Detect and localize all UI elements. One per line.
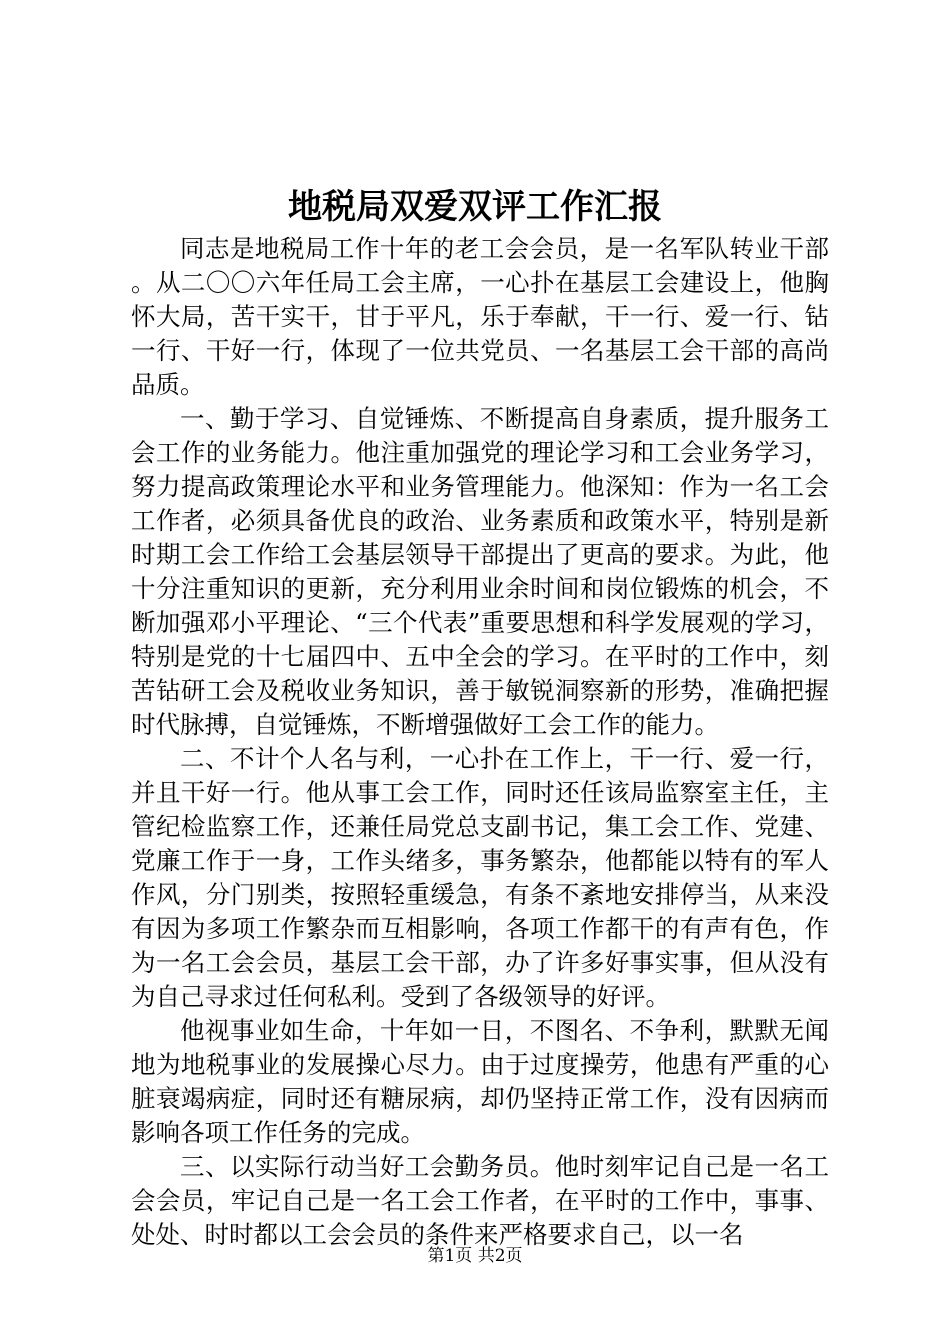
document-body bbox=[131, 232, 829, 1252]
page-footer: 第1页 共2页 bbox=[427, 1246, 523, 1266]
paragraph-section-two: 二、不计个人名与利，一心扑在工作上，干一行、爱一行，并且干好一行。他从事工会工作，同时还任该局监察室主任，主管纪检监察工作，还兼任局党总支副书记，集工会工作、党建、党廉工作于一身，工作头绪多，事务繁杂，他都能以特有的军人作风，分门别类，按照轻重缓急，有条不紊地安排停当，从来没有因为多项工作繁杂而互相影响，各项工作都干的有声有色，作为一名工会会员，基层工会干部，办了许多好事实事，但从没有为自己寻求过任何私利。受到了各级领导的好评。 bbox=[131, 744, 829, 1011]
paragraph-intro: 同志是地税局工作十年的老工会会员，是一名军队转业干部。从二〇〇六年任局工会主席，一心扑在基层工会建设上，他胸怀大局，苦干实干，甘于平凡，乐于奉献，干一行、爱一行、钻一行、干好一行，体现了一位共党员、一名基层工会干部的高尚品质。 bbox=[131, 234, 829, 399]
document-title: 地税局双爱双评工作汇报 bbox=[288, 187, 662, 227]
paragraph-section-one: 一、勤于学习、自觉锤炼、不断提高自身素质，提升服务工会工作的业务能力。他注重加强党的理论学习和工会业务学习，努力提高政策理论水平和业务管理能力。他深知：作为一名工会工作者，必须具备优良的政治、业务素质和政策水平，特别是新时期工会工作给工会基层领导干部提出了更高的要求。为此，他十分注重知识的更新，充分利用业余时间和岗位锻炼的机会，不断加强邓小平理论、“三个代表”重要思想和科学发展观的学习，特别是党的十七届四中、五中全会的学习。在平时的工作中，刻苦钻研工会及税收业务知识，善于敏锐洞察新的形势，准确把握时代脉搏，自觉锤炼，不断增强做好工会工作的能力。 bbox=[131, 404, 829, 739]
paragraph-dedication: 他视事业如生命，十年如一日，不图名、不争利，默默无闻地为地税事业的发展操心尽力。由于过度操劳，他患有严重的心脏衰竭病症，同时还有糖尿病，却仍坚持正常工作，没有因病而影响各项工作任务的完成。 bbox=[131, 1016, 829, 1147]
paragraph-section-three: 三、以实际行动当好工会勤务员。他时刻牢记自己是一名工会会员，牢记自己是一名工会工作者，在平时的工作中，事事、处处、时时都以工会会员的条件来严格要求自己，以一名 bbox=[131, 1152, 829, 1249]
